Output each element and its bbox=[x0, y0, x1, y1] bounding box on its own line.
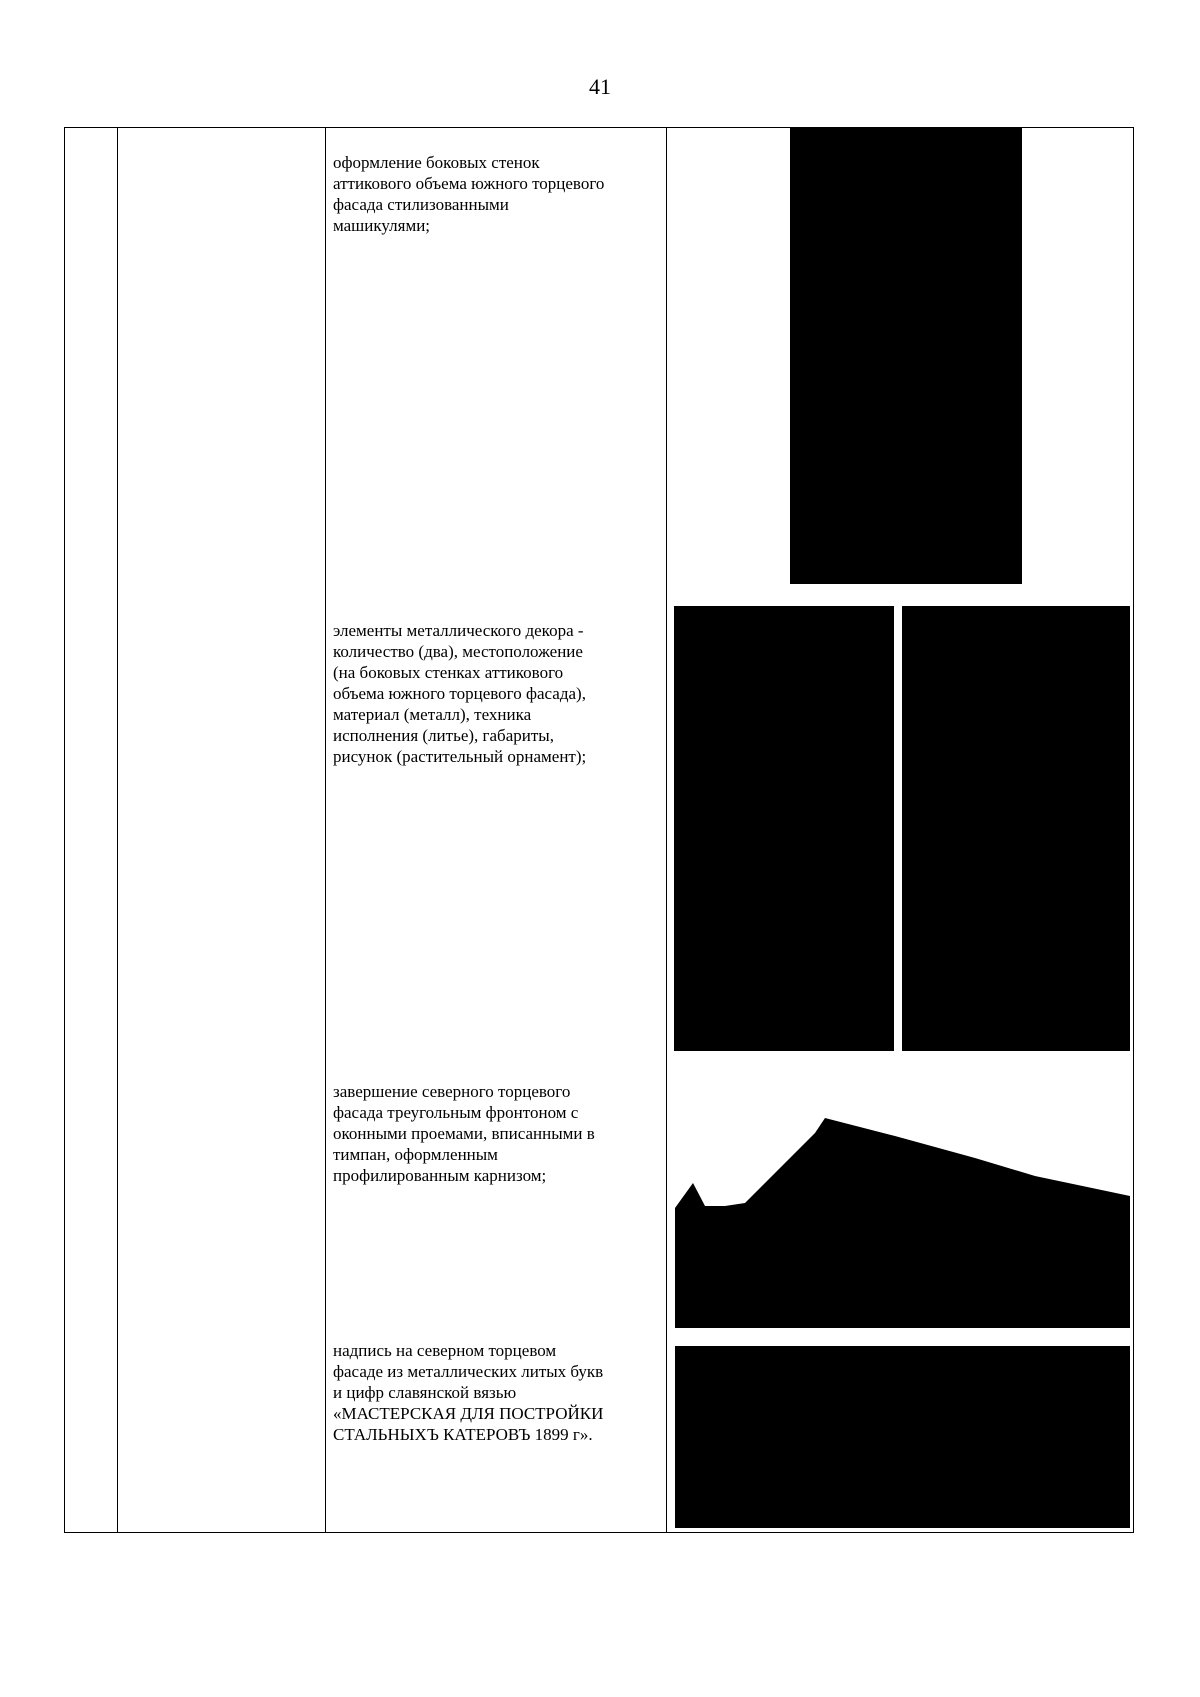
photo-metal-decor-right bbox=[902, 606, 1130, 1051]
column-divider bbox=[117, 128, 118, 1532]
column-divider bbox=[325, 128, 326, 1532]
photo-metal-decor-left bbox=[674, 606, 894, 1051]
photo-inscription bbox=[675, 1346, 1130, 1528]
page-number: 41 bbox=[589, 74, 611, 99]
photo-north-pediment bbox=[675, 1088, 1130, 1328]
entry-machicolations: оформление боковых стенок аттикового объема южного торцевого фасада стилизованными машикулями; bbox=[333, 153, 605, 235]
entry-metal-decor: элементы металлического декора - количество (два), местоположение (на боковых стенках аттикового объема южного торцевого фасада), материал (металл), техника исполнения (литье), габариты, рисунок (растительный орнамент); bbox=[333, 621, 587, 766]
heritage-table bbox=[64, 127, 1134, 1533]
photo-attic-side-wall bbox=[790, 128, 1022, 584]
entry-north-pediment: завершение северного торцевого фасада треугольным фронтоном с оконными проемами, вписанными в тимпан, оформленным профилированным карнизом; bbox=[333, 1082, 595, 1185]
column-divider bbox=[666, 128, 667, 1532]
entry-inscription: надпись на северном торцевом фасаде из металлических литых букв и цифр славянской вязью «МАСТЕРСКАЯ ДЛЯ ПОСТРОЙКИ СТАЛЬНЫХЪ КАТЕРОВЪ 1899 г». bbox=[333, 1341, 604, 1444]
